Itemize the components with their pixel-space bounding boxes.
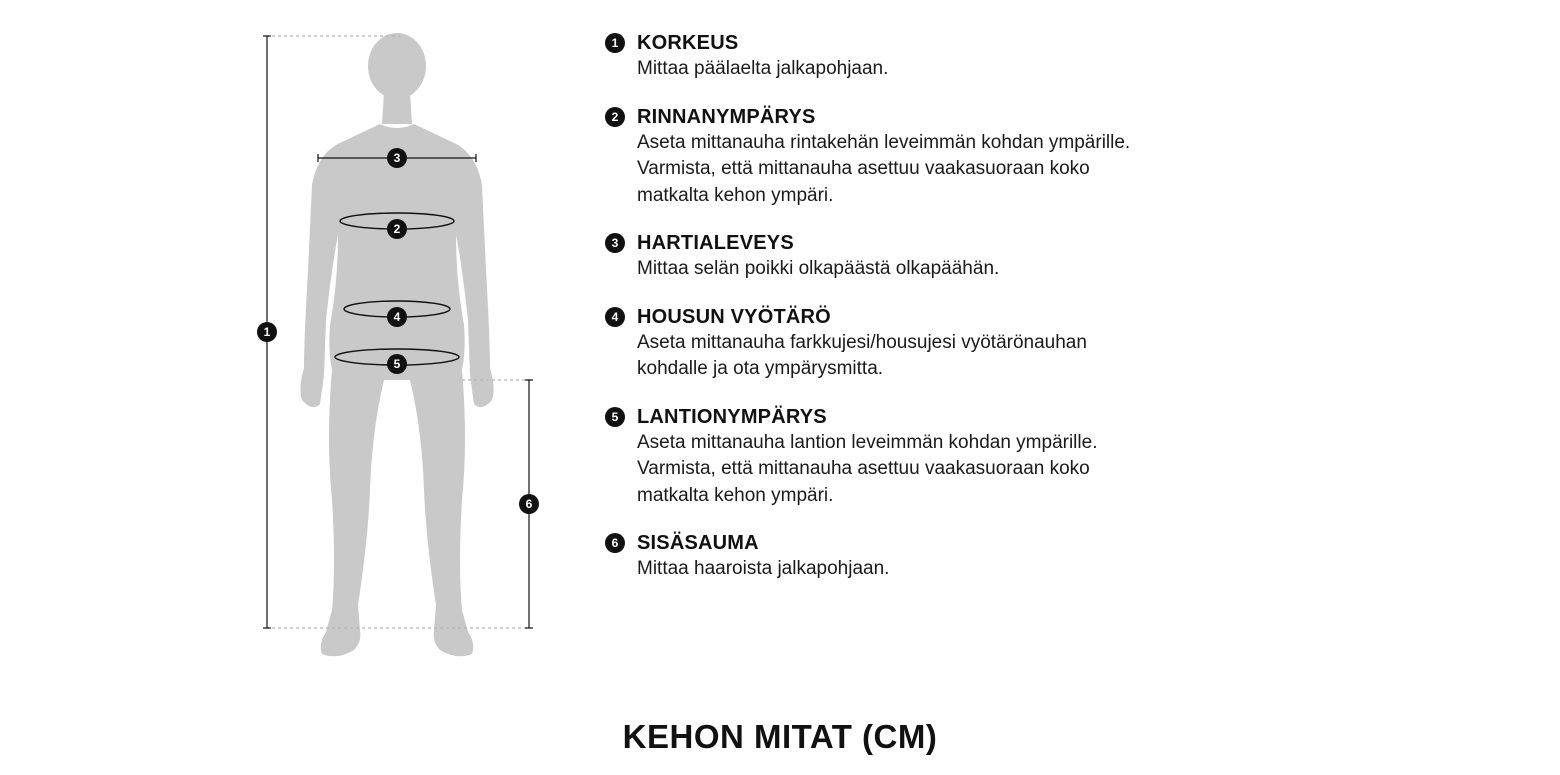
legend-item-line: Varmista, että mittanauha asettuu vaakasuoraan koko: [637, 458, 1090, 479]
svg-text:6: 6: [525, 497, 533, 511]
legend-item-title: SISÄSAUMA: [637, 532, 759, 554]
number-badge: 6: [605, 533, 625, 553]
legend-item-title: RINNANYMPÄRYS: [637, 105, 816, 128]
legend-item-shoulder: [605, 230, 1245, 283]
marker-5: [387, 354, 407, 374]
legend-item-line: kohdalle ja ota ympärysmitta.: [637, 358, 884, 379]
legend-item-title: LANTIONYMPÄRYS: [637, 405, 827, 428]
legend-item-line: Mittaa päälaelta jalkapohjaan.: [637, 58, 889, 79]
marker-6: [519, 494, 539, 514]
legend-item-line: Aseta mittanauha rintakehän leveimmän kohdan ympärille.: [637, 131, 1131, 153]
number-badge: 4: [605, 307, 625, 327]
svg-text:2: 2: [393, 222, 401, 236]
legend-item-height: [605, 30, 1245, 83]
marker-1: [257, 322, 277, 342]
legend-item-line: Varmista, että mittanauha asettuu vaakasuoraan koko: [637, 158, 1090, 179]
body-measurement-figure: [240, 20, 560, 670]
legend-item-inseam: [605, 530, 1245, 583]
marker-4: [387, 307, 407, 327]
legend-item-line: Mittaa haaroista jalkapohjaan.: [637, 558, 890, 579]
legend-item-line: Aseta mittanauha farkkujesi/housujesi vyötärönauhan: [637, 331, 1087, 353]
number-badge: 5: [605, 407, 625, 427]
number-badge: 3: [605, 233, 625, 253]
legend-item-chest: [605, 104, 1245, 210]
body-silhouette: [300, 33, 493, 656]
legend-item-hip: [605, 404, 1245, 510]
marker-3: [387, 148, 407, 168]
page-title: KEHON MITAT (CM): [622, 718, 938, 755]
svg-text:4: 4: [393, 310, 401, 324]
body-diagram-svg: [240, 20, 560, 670]
legend-item-waist: [605, 304, 1245, 383]
svg-text:1: 1: [263, 325, 271, 339]
number-badge: 1: [605, 33, 625, 53]
svg-text:3: 3: [393, 151, 401, 165]
legend-item-title: HARTIALEVEYS: [637, 232, 794, 254]
legend-item-line: Aseta mittanauha lantion leveimmän kohdan ympärille.: [637, 431, 1098, 453]
legend-item-line: matkalta kehon ympäri.: [637, 184, 834, 206]
legend-item-title: HOUSUN VYÖTÄRÖ: [637, 305, 831, 328]
measurement-legend: [605, 30, 1245, 604]
legend-item-title: KORKEUS: [637, 32, 739, 54]
legend-item-line: matkalta kehon ympäri.: [637, 484, 834, 506]
legend-item-line: Mittaa selän poikki olkapäästä olkapäähän.: [637, 258, 1000, 279]
marker-2: [387, 219, 407, 239]
number-badge: 2: [605, 107, 625, 127]
svg-text:5: 5: [393, 357, 401, 371]
